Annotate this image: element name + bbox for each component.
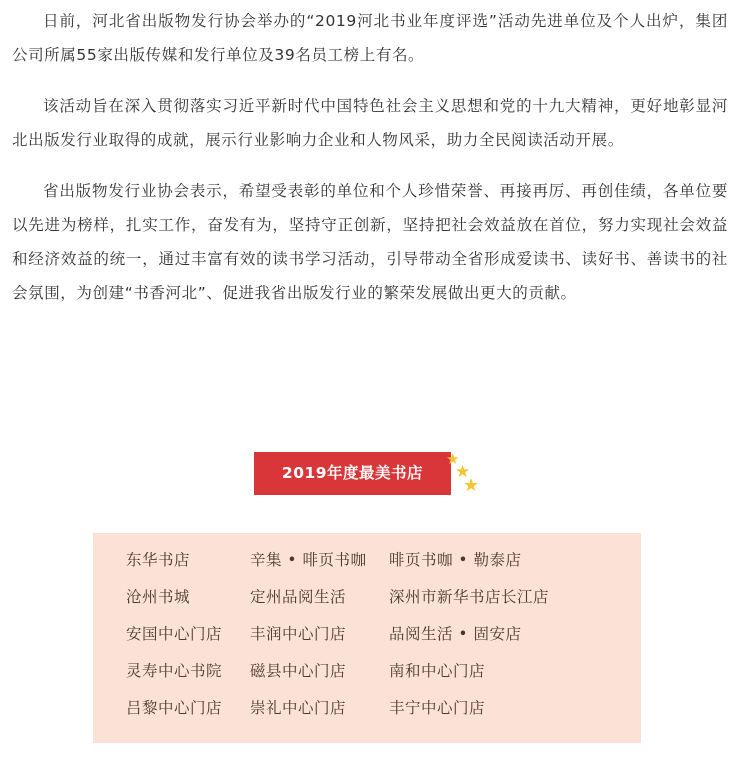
store-row <box>126 653 626 690</box>
star-icon: ★ <box>463 475 480 496</box>
store-row <box>126 690 626 727</box>
store-item: 沧州书城 <box>126 588 191 606</box>
store-grid <box>126 542 626 727</box>
star-icon: ★ <box>455 462 471 482</box>
store-item: 吕黎中心门店 <box>126 699 223 717</box>
store-item: 深州市新华书店长江店 <box>389 588 550 606</box>
article-body <box>12 0 728 327</box>
store-item: 东华书店 <box>126 551 191 569</box>
store-item: 啡页书咖 • 勒泰店 <box>389 551 522 569</box>
store-item: 安国中心门店 <box>126 625 223 643</box>
store-item: 磁县中心门店 <box>250 662 347 680</box>
paragraph-2: 该活动旨在深入贯彻落实习近平新时代中国特色社会主义思想和党的十九大精神，更好地彰显河北出版发行业取得的成就，展示行业影响力企业和人物风采，助力全民阅读活动开展。 <box>12 97 728 149</box>
store-row <box>126 542 626 579</box>
store-item: 品阅生活 • 固安店 <box>389 625 522 643</box>
paragraph-1: 日前，河北省出版物发行协会举办的“2019河北书业年度评选”活动先进单位及个人出炉，集团公司所属55家出版传媒和发行单位及39名员工榜上有名。 <box>12 12 728 64</box>
store-item: 辛集 • 啡页书咖 <box>250 551 367 569</box>
store-item: 崇礼中心门店 <box>250 699 347 717</box>
store-row <box>126 579 626 616</box>
store-item: 定州品阅生活 <box>250 588 347 606</box>
store-list-panel <box>93 533 641 743</box>
banner-title: 2019年度最美书店 <box>254 452 451 495</box>
paragraph-3: 省出版物发行业协会表示，希望受表彰的单位和个人珍惜荣誉、再接再厉、再创佳绩，各单位要以先进为榜样，扎实工作，奋发有为，坚持守正创新，坚持把社会效益放在首位，努力实现社会效益和经济效益的统一，通过丰富有效的读书学习活动，引导带动全省形成爱读书、读好书、善读书的社会氛围，为创建“书香河北”、促进我省出版发行业的繁荣发展做出更大的贡献。 <box>12 182 728 302</box>
store-item: 丰润中心门店 <box>250 625 347 643</box>
store-row <box>126 616 626 653</box>
star-icon: ★ <box>446 450 460 468</box>
store-item: 南和中心门店 <box>389 662 486 680</box>
store-item: 丰宁中心门店 <box>389 699 486 717</box>
section-banner <box>254 452 484 496</box>
store-item: 灵寿中心书院 <box>126 662 223 680</box>
